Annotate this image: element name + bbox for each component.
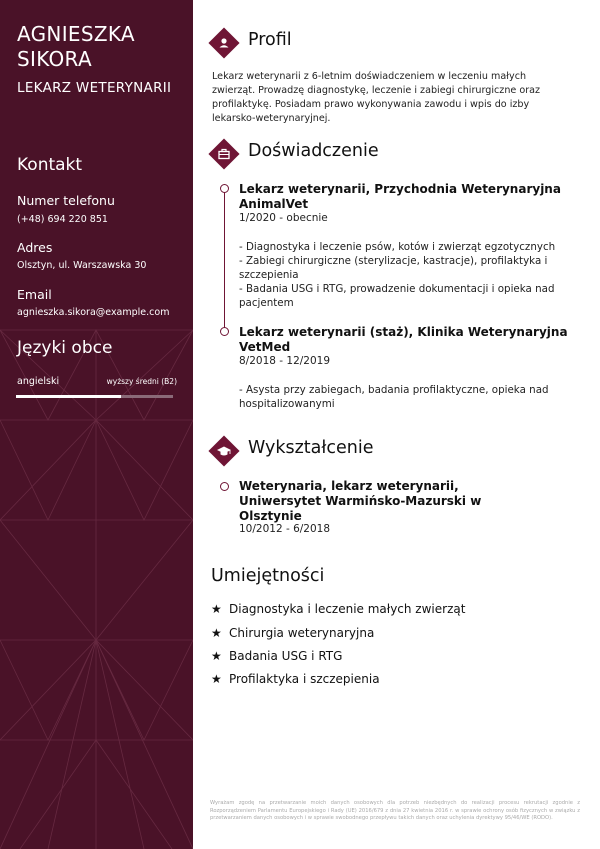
skill-item [211, 649, 342, 663]
timeline-dot [220, 184, 229, 193]
person-icon [216, 35, 232, 51]
name-first: AGNIESZKA [17, 22, 135, 46]
sidebar [0, 0, 193, 849]
star-icon: ★ [211, 649, 222, 663]
graduation-cap-icon [216, 443, 232, 459]
language-progress-bar [16, 395, 173, 398]
skill-label: Diagnostyka i leczenie małych zwierząt [229, 602, 466, 616]
decorative-pattern [0, 0, 193, 849]
job-date: 8/2018 - 12/2019 [239, 355, 331, 367]
phone-value[interactable]: (+48) 694 220 851 [17, 214, 108, 225]
skill-item [211, 626, 374, 640]
job-description: - Asysta przy zabiegach, badania profilaktyczne, opieka nad hospitalizowanymi [239, 384, 549, 410]
skill-label: Profilaktyka i szczepienia [229, 672, 380, 686]
job-date: 1/2020 - obecnie [239, 212, 328, 224]
phone-label: Numer telefonu [17, 193, 115, 208]
languages-heading: Języki obce [17, 338, 113, 358]
name-last: SIKORA [17, 47, 92, 71]
skill-label: Badania USG i RTG [229, 649, 343, 663]
experience-heading: Doświadczenie [248, 141, 379, 161]
star-icon: ★ [211, 672, 222, 686]
candidate-name [17, 22, 135, 72]
education-heading: Wykształcenie [248, 438, 374, 458]
email-value[interactable]: agnieszka.sikora@example.com [17, 307, 170, 318]
job-role: LEKARZ WETERYNARII [17, 80, 172, 96]
skill-item [211, 602, 465, 616]
contact-heading: Kontakt [17, 155, 83, 175]
language-level: wyższy średni (B2) [106, 377, 177, 386]
profile-heading: Profil [248, 30, 292, 50]
language-name: angielski [17, 376, 60, 387]
education-date: 10/2012 - 6/2018 [239, 523, 331, 535]
gdpr-consent-clause: Wyrażam zgodę na przetwarzanie moich danych osobowych dla potrzeb niezbędnych do realizacji procesu rekrutacji zgodnie z Rozporządzeniem Parlamentu Europejskiego i Rady (UE) 2016/679 z dnia 27 kwietnia 2016 r. w sprawie ochrony osób fizycznych w związku z przetwarzaniem danych osobowych i w sprawie swobodnego przepływu takich danych oraz uchylenia dyrektywy 95/46/WE (RODO). [210, 800, 580, 822]
profile-text: Lekarz weterynarii z 6-letnim doświadczeniem w leczeniu małych zwierząt. Prowadzę diagnostykę, leczenie i zabiegi chirurgiczne oraz profilaktykę. Posiadam prawo wykonywania zawodu i wpis do izby lekarsko-weterynaryjnej. [212, 71, 541, 124]
address-label: Adres [17, 240, 53, 255]
skill-item [211, 672, 380, 686]
email-label: Email [17, 287, 52, 302]
briefcase-icon [216, 146, 232, 162]
job-title: Lekarz weterynarii (staż), Klinika Weterynaryjna VetMed [239, 325, 568, 354]
star-icon: ★ [211, 602, 222, 616]
job-description: - Diagnostyka i leczenie psów, kotów i zwierząt egzotycznych - Zabiegi chirurgiczne (sterylizacje, kastracje), profilaktyka i szczepienia - Badania USG i RTG, prowadzenie dokumentacji i opieka nad pacjentem [239, 241, 556, 309]
timeline-dot [220, 482, 229, 491]
skills-heading: Umiejętności [211, 566, 325, 586]
experience-timeline [224, 190, 225, 330]
address-value: Olsztyn, ul. Warszawska 30 [17, 260, 147, 271]
skill-label: Chirurgia weterynaryjna [229, 626, 375, 640]
star-icon: ★ [211, 626, 222, 640]
education-title: Weterynaria, lekarz weterynarii, Uniwersytet Warmińsko-Mazurski w Olsztynie [239, 479, 482, 523]
job-title: Lekarz weterynarii, Przychodnia Weterynaryjna AnimalVet [239, 182, 561, 211]
language-progress-fill [16, 395, 121, 398]
main-content [193, 0, 600, 849]
timeline-dot [220, 327, 229, 336]
